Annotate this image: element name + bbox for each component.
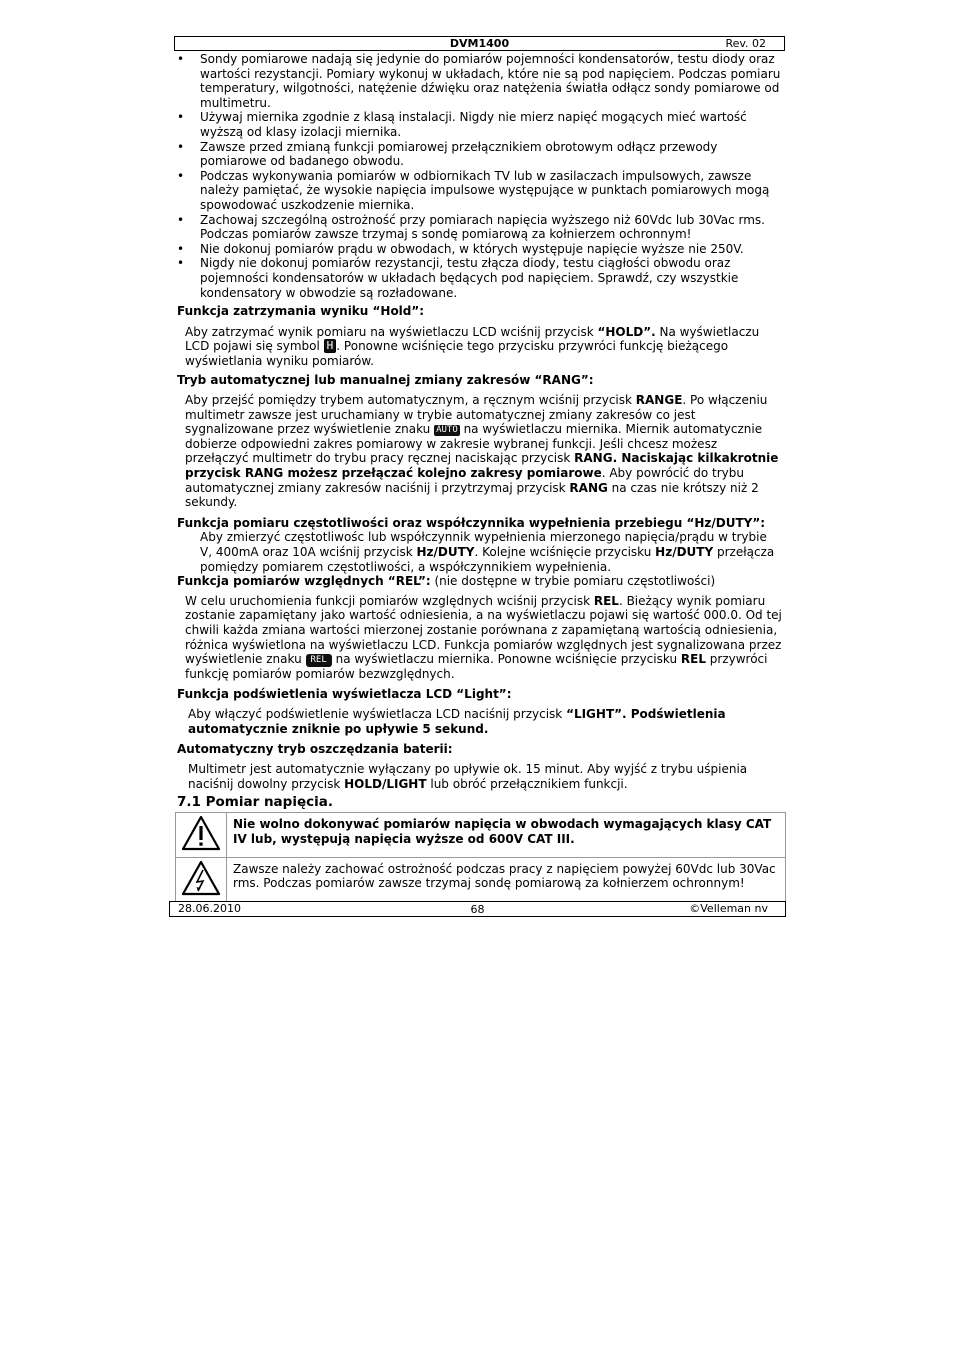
warning-row	[176, 857, 786, 902]
bullet-item: • Używaj miernika zgodnie z klasą instalacji. Nigdy nie mierz napięć mogących mieć wartość wyższą od klasy izolacji miernika.	[177, 110, 782, 139]
safety-bullet-list	[177, 52, 782, 300]
warning-text: Nie wolno dokonywać pomiarów napięcia w obwodach wymagających klasy CAT IV lub, występują napięcia wyższe od 600V CAT III.	[227, 813, 786, 858]
exclamation-warning-icon	[181, 815, 221, 851]
page-content	[177, 52, 782, 811]
hold-symbol-icon: H	[324, 339, 337, 353]
rel-symbol-icon: REL	[306, 654, 332, 667]
bullet-item: • Zachowaj szczególną ostrożność przy pomiarach napięcia wyższego niż 60Vdc lub 30Vac rms. Podczas pomiarów zawsze trzymaj s sondę pomiarową za kołnierzem ochronnym!	[177, 213, 782, 242]
range-heading: Tryb automatycznej lub manualnej zmiany zakresów “RANG”:	[177, 373, 594, 388]
section-title: 7.1 Pomiar napięcia.	[177, 794, 333, 811]
auto-symbol-icon: AUTO	[436, 425, 458, 436]
page-footer	[169, 901, 786, 917]
bullet-item: • Podczas wykonywania pomiarów w odbiornikach TV lub w zasilaczach impulsowych, zawsze należy pamiętać, że wysokie napięcia impulsowe występujące w punktach pomiarowych mogą spowodować uszkodzenie miernika.	[177, 169, 782, 213]
hz-duty-paragraph: Aby zmierzyć częstotliwośc lub współczynnik wypełnienia mierzonego napięcia/prądu w trybie V, 400mA oraz 10A wciśnij przycisk Hz/DUTY. Kolejne wciśnięcie przycisku Hz/DUTY przełącza pomiędzy pomiarem częstotliwości, a współczynnikiem wypełnienia.	[200, 530, 775, 574]
hold-paragraph: Aby zatrzymać wynik pomiaru na wyświetlaczu LCD wciśnij przycisk “HOLD”. Na wyświetlaczu LCD pojawi się symbol H . Ponowne wciśnięcie tego przycisku przywróci funkcję bieżącego wyświetlania wyniku pomiarów.	[185, 324, 760, 368]
battery-heading: Automatyczny tryb oszczędzania baterii:	[177, 741, 453, 756]
range-paragraph: Aby przejść pomiędzy trybem automatycznym, a ręcznym wciśnij przycisk RANGE. Po włączeniu multimetr zawsze jest uruchamiany w trybie automatycznej zmiany zakresów co jest sygnalizowane przez wyświetlenie znaku AUTO na wyświetlaczu miernika. Miernik automatycznie dobierze odpowiedni zakres pomiarowy w zakresie wybranej funkcji. Jeśli chcesz możesz przełączyć multimetr do trybu pracy ręcznej naciskając przycisk RANG. Naciskając kilkakrotnie przycisk RANG możesz przełączać kolejno zakresy pomiarowe. Aby powrócić do trybu automatycznej zmiany zakresów naciśnij i przytrzymaj przycisk RANG na czas nie krótszy niż 2 sekundy.	[185, 393, 779, 510]
rel-heading: Funkcja pomiarów względnych “REL”:	[177, 574, 431, 589]
rel-heading-line: Funkcja pomiarów względnych “REL”: (nie dostępne w trybie pomiaru częstotliwości)	[177, 574, 716, 589]
bullet-item: • Zawsze przed zmianą funkcji pomiarowej przełącznikiem obrotowym odłącz przewody pomiarowe od badanego obwodu.	[177, 140, 782, 169]
header-revision: Rev. 02	[725, 37, 766, 50]
rel-paragraph: W celu uruchomienia funkcji pomiarów względnych wciśnij przycisk REL. Bieżący wynik pomiaru zostanie zapamiętany jako wartość odniesienia, a na wyświetlaczu pojawi się wartość 000.0. Od tej chwili każda zmiana wartości mierzonej zostanie porównana z zapamiętaną wartością odniesienia, różnica wyświetlona na wyświetlaczu LCD. Funkcja pomiarów względnych jest sygnalizowana przez wyświetlenie znaku REL na wyświetlaczu miernika. Ponowne wciśnięcie przycisku REL przywróci funkcję pomiarów pomiarów bezwzględnych.	[185, 593, 782, 682]
high-voltage-warning-icon	[181, 860, 221, 896]
page-header	[174, 36, 785, 51]
warning-text: Zawsze należy zachować ostrożność podczas pracy z napięciem powyżej 60Vdc lub 30Vac rms. Podczas pomiarów zawsze trzymaj sondę pomiarową za kołnierzem ochronnym!	[227, 857, 786, 902]
light-paragraph: Aby włączyć podświetlenie wyświetlacza LCD naciśnij przycisk “LIGHT”. Podświetlenia automatycznie zniknie po upływie 5 sekund.	[188, 707, 726, 736]
hold-heading: Funkcja zatrzymania wyniku “Hold”:	[177, 304, 425, 319]
footer-page-number: 68	[470, 903, 485, 916]
footer-date: 28.06.2010	[178, 902, 241, 915]
light-heading: Funkcja podświetlenia wyświetlacza LCD “Light”:	[177, 686, 512, 701]
warning-row	[176, 813, 786, 858]
bullet-item: • Sondy pomiarowe nadają się jedynie do pomiarów pojemności kondensatorów, testu diody oraz wartości rezystancji. Pomiary wykonuj w układach, które nie są pod napięciem. Podczas pomiaru temperatury, wilgotności, natężenie dźwięku oraz natężenia światła odłącz sondy pomiarowe od multimetru.	[177, 52, 782, 110]
bullet-item: • Nigdy nie dokonuj pomiarów rezystancji, testu złącza diody, testu ciągłości obwodu oraz pojemności kondensatorów w układach będących pod napięciem. Sprawdź, czy wszystkie kondensatory w obwodzie są rozładowane.	[177, 256, 782, 300]
header-model: DVM1400	[449, 37, 510, 50]
bullet-item: • Nie dokonuj pomiarów prądu w obwodach, w których występuje napięcie wyższe nie 250V.	[177, 242, 782, 257]
hz-duty-heading: Funkcja pomiaru częstotliwości oraz współczynnika wypełnienia przebiegu “Hz/DUTY”:	[177, 515, 766, 530]
warning-table	[175, 812, 786, 902]
footer-copyright: ©Velleman nv	[689, 902, 768, 915]
battery-paragraph: Multimetr jest automatycznie wyłączany po upływie ok. 15 minut. Aby wyjść z trybu uśpienia naciśnij dowolny przycisk HOLD/LIGHT lub obróć przełącznikiem funkcji.	[188, 762, 748, 791]
